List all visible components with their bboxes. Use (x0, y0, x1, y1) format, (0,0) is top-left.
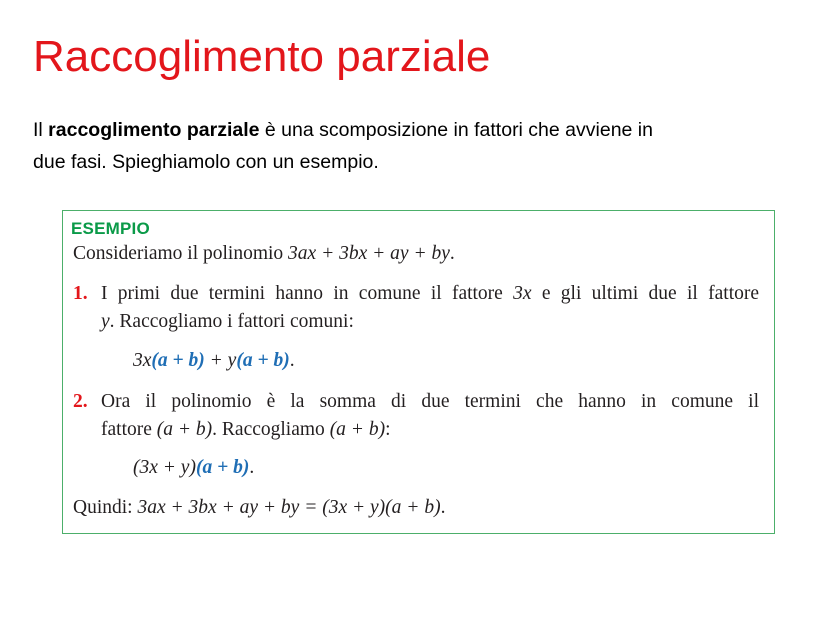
step1-result-mid: + y (204, 350, 237, 371)
step1-text-b: e gli ultimi due il fattore (531, 283, 760, 304)
step1-text-line2 (101, 309, 354, 335)
step1-text-line1 (101, 281, 759, 307)
example-label: ESEMPIO (71, 219, 150, 238)
conclusion-line (73, 495, 445, 521)
step1-line2-rest: . Raccogliamo i fattori comuni: (109, 311, 354, 332)
intro-line1-rest: è una scomposizione in fattori che avviene in (259, 119, 653, 141)
step2-line1 (73, 389, 101, 415)
step1-result-end: . (289, 350, 295, 371)
intro-paragraph (33, 114, 803, 178)
step2-result-prefix: (3x + y) (133, 457, 196, 478)
intro-prefix: Il (33, 119, 49, 141)
step1-number: 1. (73, 283, 88, 304)
step2-result-end: . (249, 457, 255, 478)
step1-result-blue2: (a + b) (236, 350, 290, 371)
step2-text-line1: Ora il polinomio è la somma di due termini che hanno in comune il (101, 391, 759, 412)
page-title: Raccoglimento parziale (33, 32, 491, 81)
step1-result-blue1: (a + b) (151, 350, 205, 371)
step2-factor1: (a + b) (156, 419, 213, 440)
step2-line2-a: fattore (101, 419, 157, 440)
step1-result (133, 348, 295, 374)
step2-number: 2. (73, 391, 88, 412)
conclusion-equation: 3ax + 3bx + ay + by = (3x + y)(a + b) (137, 497, 441, 518)
step1-factor-3x: 3x (513, 283, 532, 304)
conclusion-end: . (440, 497, 446, 518)
step2-line2-b: . Raccogliamo (212, 419, 330, 440)
step2-line2-c: : (385, 419, 391, 440)
step1-factor-y: y (101, 311, 110, 332)
step2-result (133, 455, 254, 481)
step2-factor2: (a + b) (329, 419, 386, 440)
example-box (62, 210, 775, 534)
intro-line2: due fasi. Spieghiamolo con un esempio. (33, 151, 379, 173)
polynomial: 3ax + 3bx + ay + by (288, 243, 450, 264)
step2-text-line2 (101, 417, 391, 443)
example-intro-line: Consideriamo il polinomio 3ax + 3bx + ay + by. (73, 243, 455, 264)
step1-result-prefix: 3x (133, 350, 152, 371)
step2-result-blue: (a + b) (195, 457, 250, 478)
step1-line1 (73, 281, 101, 307)
step1-text-a: I primi due termini hanno in comune il fattore (101, 283, 514, 304)
conclusion-label: Quindi: (73, 497, 138, 518)
consider-text: Consideriamo il polinomio (73, 243, 289, 264)
intro-bold-term: raccoglimento parziale (48, 119, 260, 141)
